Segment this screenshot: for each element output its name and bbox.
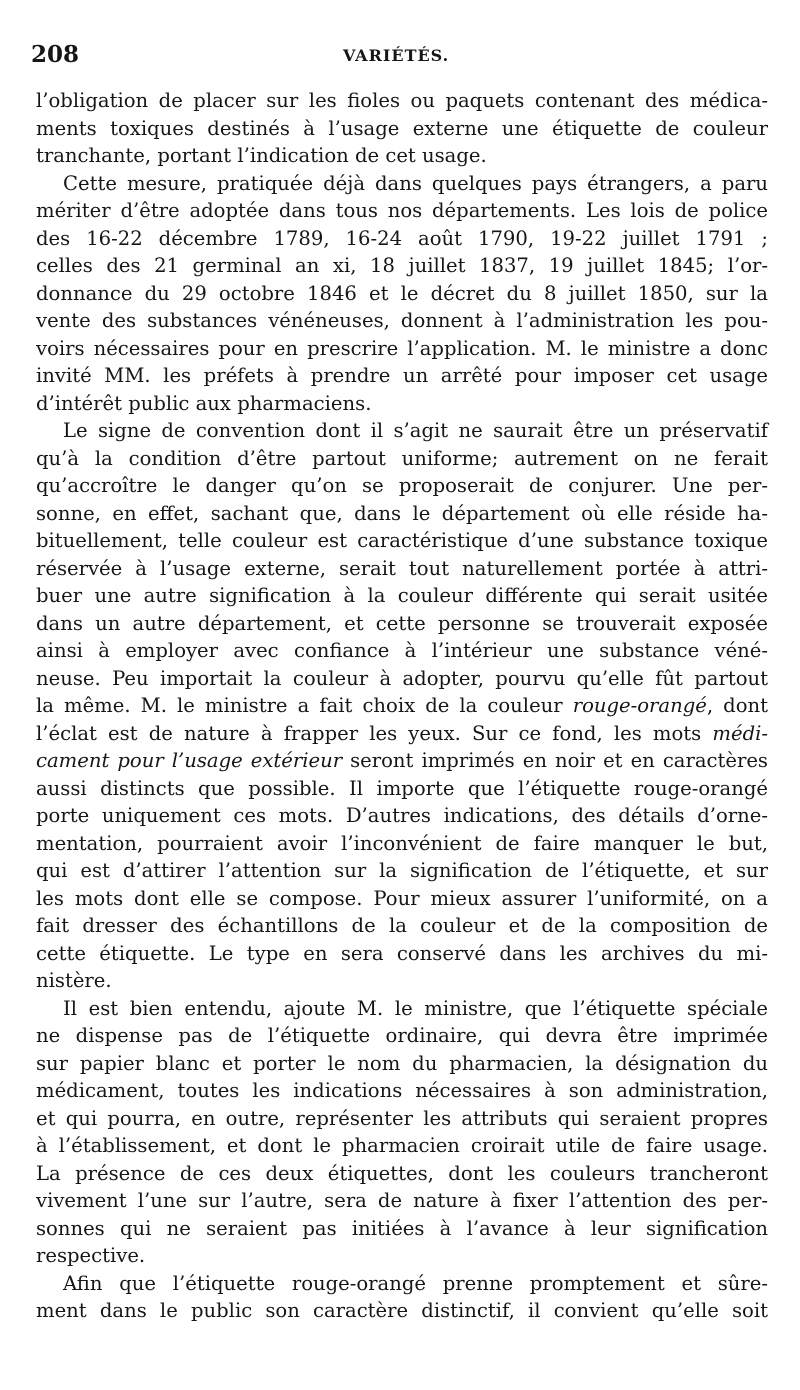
italic-run: rouge-orangé — [572, 694, 707, 717]
text-line: des 16-22 décembre 1789, 16-24 août 1790, 19-22 juillet 1791 ; — [36, 226, 768, 250]
text-line: neuse. Peu importait la couleur à adopter, pourvu qu’elle fût partout — [36, 666, 768, 690]
text-line: les mots dont elle se compose. Pour mieux assurer l’uniformité, on a — [36, 886, 768, 910]
text-line-with-italic — [36, 747, 768, 775]
text-line: ne dispense pas de l’étiquette ordinaire, qui devra être imprimée — [36, 1024, 768, 1047]
text-line: l’obligation de placer sur les fioles ou paquets contenant des médica- — [36, 89, 768, 112]
text-line: voirs nécessaires pour en prescrire l’application. M. le ministre a donc — [36, 336, 768, 360]
text-run: , dont — [706, 694, 768, 717]
text-line: porte uniquement ces mots. D’autres indications, des détails d’orne- — [36, 804, 768, 827]
text-line: ment dans le public son caractère distinctif, il convient qu’elle soit — [36, 1299, 768, 1322]
text-line: sur papier blanc et porter le nom du pharmacien, la désignation du — [36, 1051, 768, 1075]
text-line: qu’à la condition d’être partout uniforme; autrement on ne ferait — [36, 446, 768, 470]
text-line: tranchante, portant l’indication de cet usage. — [36, 144, 487, 167]
text-line: respective. — [36, 1244, 146, 1267]
page-number: 208 — [31, 41, 80, 68]
text-line: sonne, en effet, sachant que, dans le département où elle réside ha- — [36, 501, 768, 525]
text-line: invité MM. les préfets à prendre un arrêté pour imposer cet usage — [36, 364, 768, 387]
paragraph-start-line: Afin que l’étiquette rouge-orangé prenne promptement et sûre- — [63, 1271, 768, 1295]
paragraph-start-line: Le signe de convention dont il s’agit ne saurait être un préservatif — [63, 419, 768, 442]
text-line: donnance du 29 octobre 1846 et le décret du 8 juillet 1850, sur la — [36, 281, 768, 305]
text-line: buer une autre signification à la couleur différente qui serait usitée — [36, 584, 768, 607]
paragraph-start-line: Il est bien entendu, ajoute M. le ministre, que l’étiquette spéciale — [63, 996, 768, 1020]
text-line: d’intérêt public aux pharmaciens. — [36, 391, 372, 415]
text-line: médicament, toutes les indications nécessaires à son administration, — [36, 1079, 768, 1102]
text-line: qu’accroître le danger qu’on se proposerait de conjurer. Une per- — [36, 474, 768, 497]
body-text — [36, 87, 768, 1325]
text-line: dans un autre département, et cette personne se trouverait exposée — [36, 611, 768, 635]
text-line: sonnes qui ne seraient pas initiées à l’avance à leur signification — [36, 1216, 768, 1240]
text-line: bituellement, telle couleur est caractéristique d’une substance toxique — [36, 529, 768, 552]
text-line: celles des 21 germinal an xi, 18 juillet 1837, 19 juillet 1845; l’or- — [36, 254, 768, 277]
text-line: nistère. — [36, 969, 112, 992]
running-head: VARIÉTÉS. — [343, 46, 450, 65]
text-line: et qui pourra, en outre, représenter les attributs qui seraient propres — [36, 1106, 768, 1130]
text-line: mériter d’être adoptée dans tous nos départements. Les lois de police — [36, 199, 768, 222]
text-line: qui est d’attirer l’attention sur la signification de l’étiquette, et sur — [36, 859, 768, 882]
text-line: aussi distincts que possible. Il importe que l’étiquette rouge-orangé — [36, 776, 768, 800]
text-line: vivement l’une sur l’autre, sera de nature à fixer l’attention des per- — [36, 1189, 768, 1212]
text-line: à l’établissement, et dont le pharmacien croirait utile de faire usage. — [36, 1134, 768, 1157]
text-line-with-italic — [36, 692, 768, 720]
text-line: mentation, pourraient avoir l’inconvénient de faire manquer le but, — [36, 831, 768, 855]
italic-run: cament pour l’usage extérieur — [36, 749, 343, 772]
text-line: La présence de ces deux étiquettes, dont les couleurs trancheront — [36, 1161, 768, 1185]
text-line: ments toxiques destinés à l’usage externe une étiquette de couleur — [36, 116, 768, 140]
text-run: l’éclat est de nature à frapper les yeux. Sur ce fond, les mots — [36, 721, 702, 745]
text-line: réservée à l’usage externe, serait tout naturellement portée à attri- — [36, 556, 768, 580]
text-line: ainsi à employer avec confiance à l’intérieur une substance véné- — [36, 639, 768, 662]
text-line: vente des substances vénéneuses, donnent à l’administration les pou- — [36, 309, 768, 332]
text-run: la même. M. le ministre a fait choix de la couleur — [36, 694, 563, 717]
text-run: seront imprimés en noir et en caractères — [342, 749, 768, 772]
text-line-with-italic — [36, 720, 768, 748]
paragraph-start-line: Cette mesure, pratiquée déjà dans quelques pays étrangers, a paru — [63, 171, 768, 195]
text-line: fait dresser des échantillons de la couleur et de la composition de — [36, 914, 768, 937]
page-header — [31, 40, 771, 74]
text-line: cette étiquette. Le type en sera conservé dans les archives du mi- — [36, 941, 768, 965]
italic-run: médi- — [712, 721, 768, 745]
